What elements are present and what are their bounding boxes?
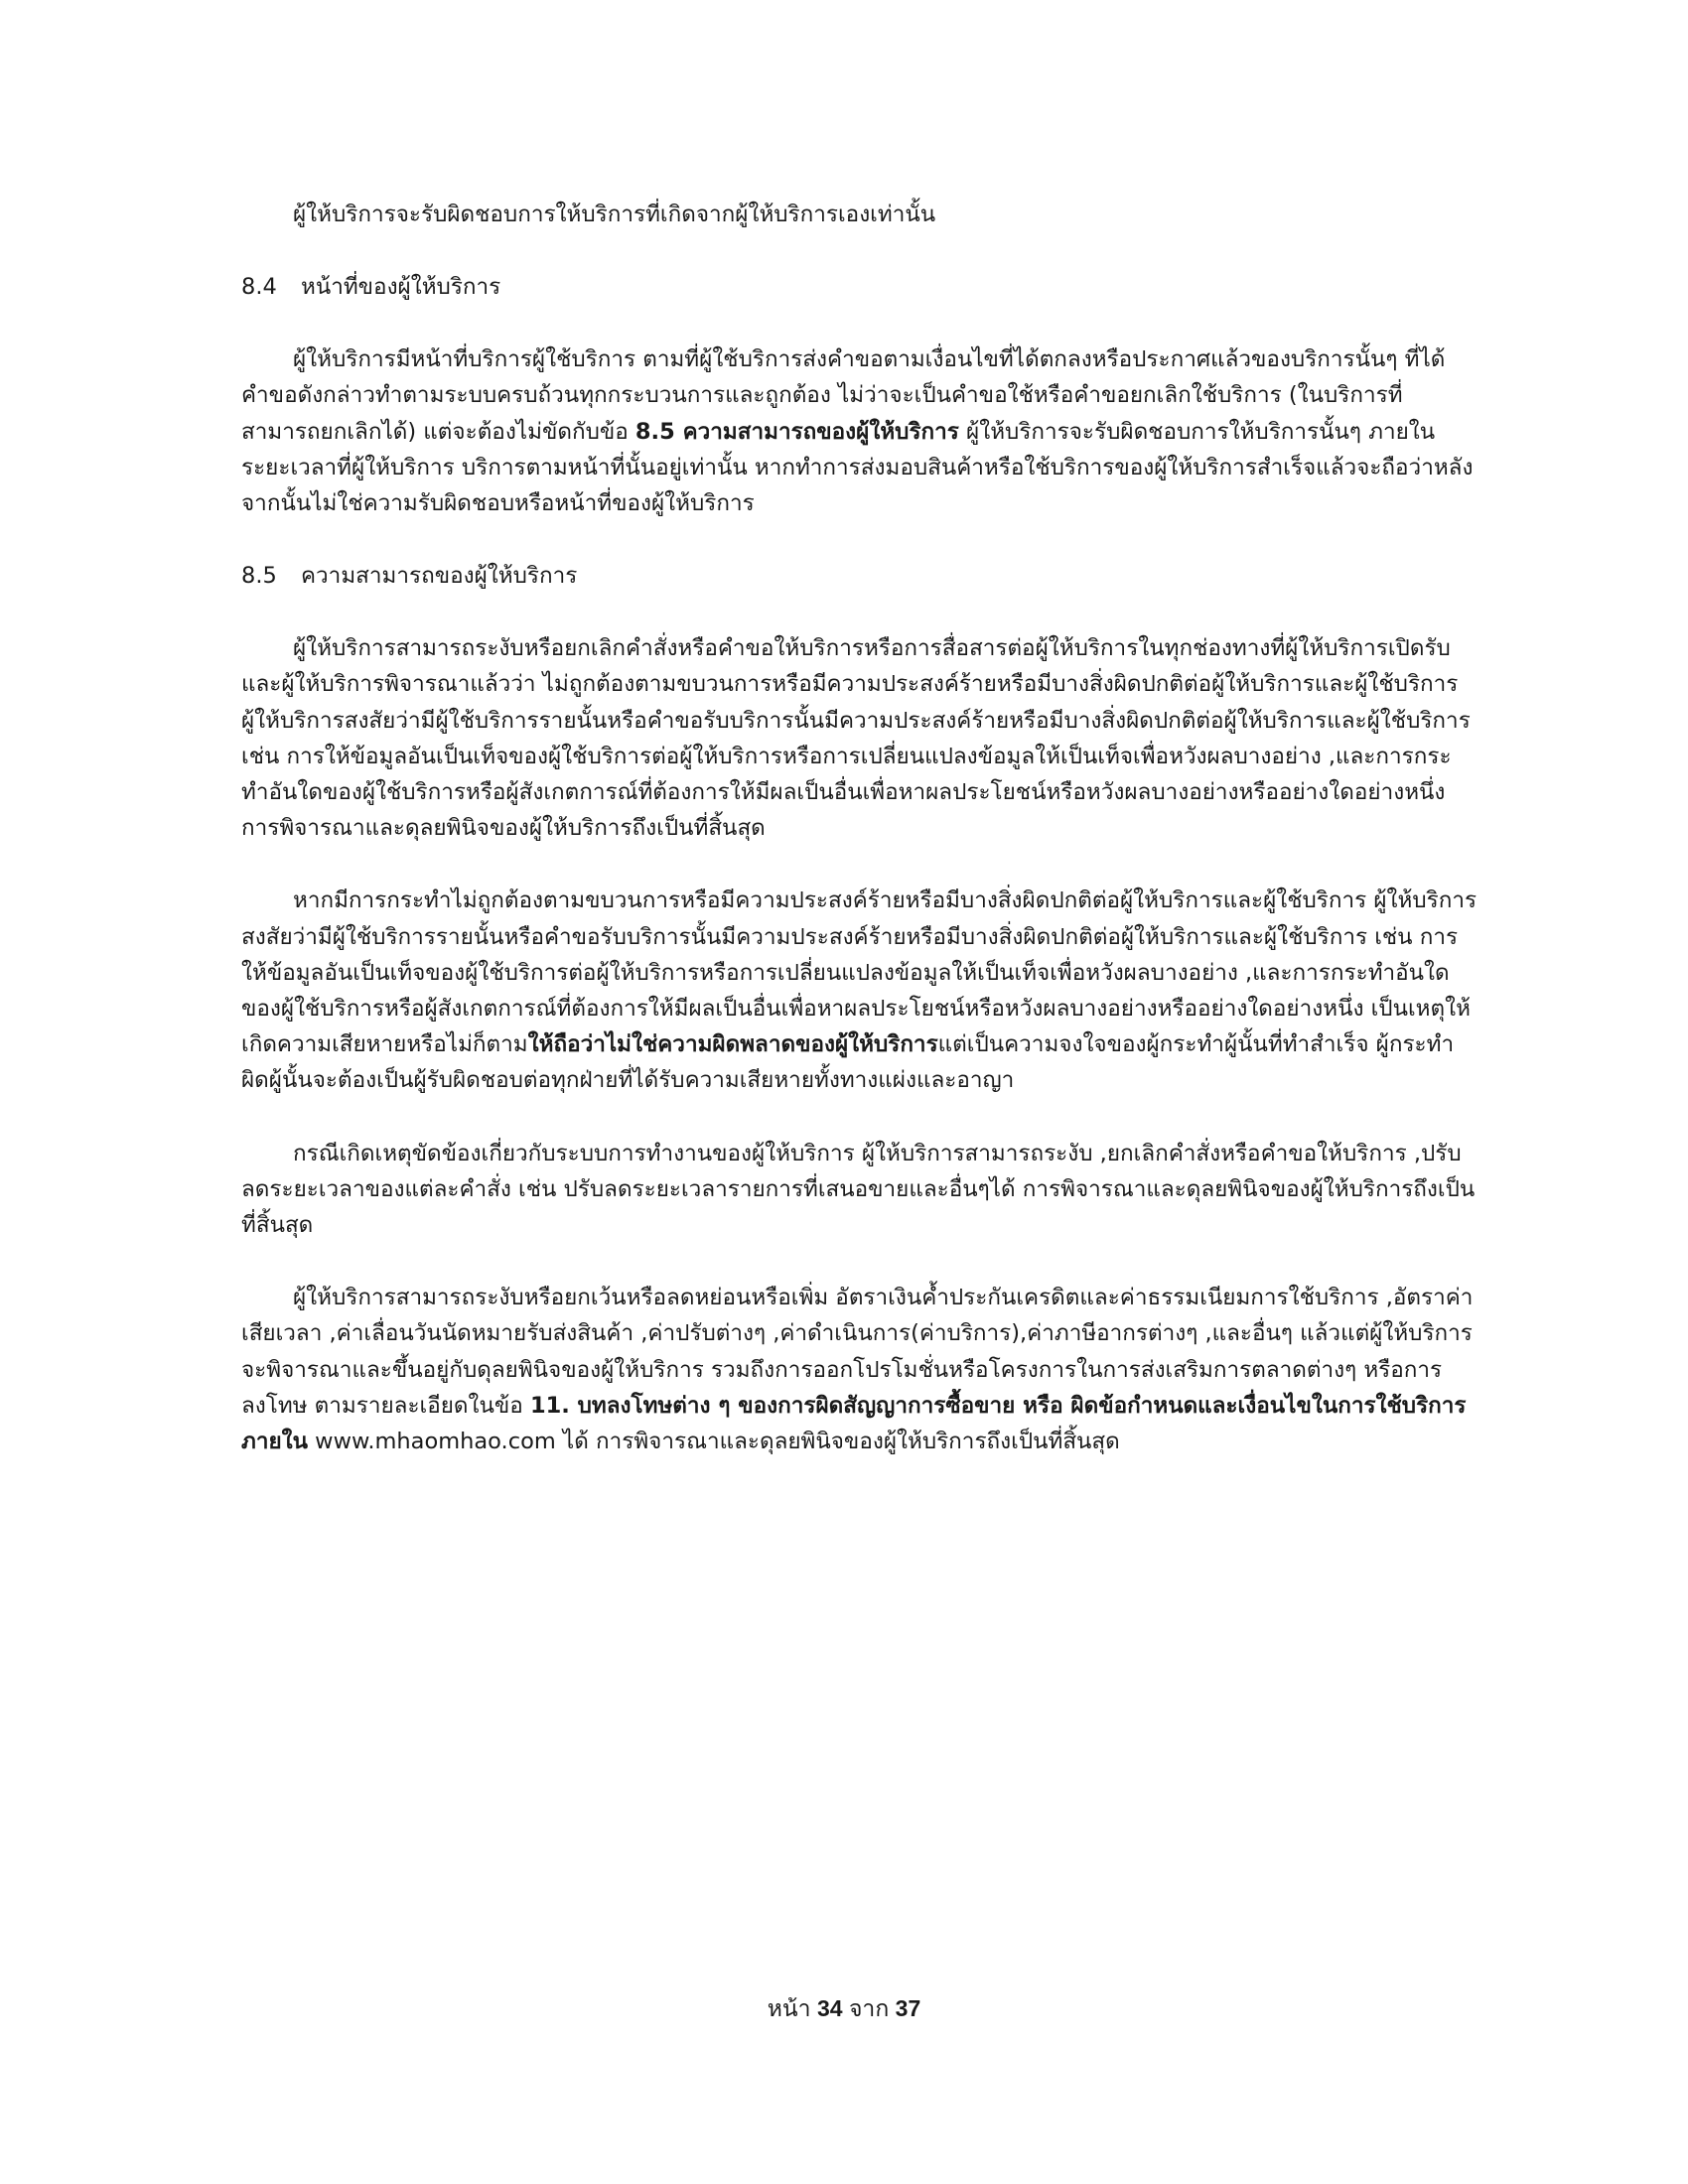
section-title: หน้าที่ของผู้ให้บริการ: [301, 274, 501, 301]
paragraph-misconduct: [241, 883, 1477, 1098]
section-heading-8-4: [241, 269, 1477, 305]
paragraph-suspend-orders: ผู้ให้บริการสามารถระงับหรือยกเลิกคำสั่งหรือคำขอให้บริการหรือการสื่อสารต่อผู้ให้บริการในทุกช่องทางที่ผู้ให้บริการเปิดรับและผู้ให้บริการพิจารณาแล้วว่า ไม่ถูกต้องตามขบวนการหรือมีความประสงค์ร้ายหรือมีบางสิ่งผิดปกติต่อผู้ให้บริการและผู้ใช้บริการ ผู้ให้บริการสงสัยว่ามีผู้ใช้บริการรายนั้นหรือคำขอรับบริการนั้นมีความประสงค์ร้ายหรือมีบางสิ่งผิดปกติต่อผู้ให้บริการและผู้ใช้บริการ เช่น การให้ข้อมูลอันเป็นเท็จของผู้ใช้บริการต่อผู้ให้บริการหรือการเปลี่ยนแปลงข้อมูลให้เป็นเท็จเพื่อหวังผลบางอย่าง ,และการกระทำอันใดของผู้ใช้บริการหรือผู้สังเกตการณ์ที่ต้องการให้มีผลเป็นอื่นเพื่อหาผลประโยชน์หรือหวังผลบางอย่างหรืออย่างใดอย่างหนึ่ง การพิจารณาและดุลยพินิจของผู้ให้บริการถึงเป็นที่สิ้นสุด: [241, 635, 1471, 842]
paragraph-system-failure: กรณีเกิดเหตุขัดข้องเกี่ยวกับระบบการทำงานของผู้ให้บริการ ผู้ให้บริการสามารถระงับ ,ยกเลิกคำสั่งหรือคำขอให้บริการ ,ปรับลดระยะเวลาของแต่ละคำสั่ง เช่น ปรับลดระยะเวลารายการที่เสนอขายและอื่นๆได้ การพิจารณาและดุลยพินิจของผู้ให้บริการถึงเป็นที่สิ้นสุด: [241, 1140, 1476, 1239]
section-heading-8-5: [241, 558, 1477, 594]
current-page-number: 34: [816, 1995, 843, 2021]
paragraph-text: ผู้ให้บริการจะรับผิดชอบการให้บริการนั้นๆ ภายในระยะเวลาที่ผู้ให้บริการ บริการตามหน้าที่นั้นอยู่เท่านั้น หากทำการส่งมอบสินค้าหรือใช้บริการของผู้ให้บริการสำเร็จแล้วจะถือว่าหลังจากนั้นไม่ใช่ความรับผิดชอบหรือหน้าที่ของผู้ให้บริการ: [241, 418, 1474, 517]
section-number: 8.5: [241, 563, 277, 590]
cross-reference: 8.5 ความสามารถของผู้ให้บริการ: [634, 418, 959, 445]
section-number: 8.4: [241, 274, 277, 301]
of-label: จาก: [848, 1995, 890, 2021]
paragraph-text: ผู้ให้บริการสามารถระงับหรือยกเว้นหรือลดหย่อนหรือเพิ่ม อัตราเงินค้ำประกันเครดิตและค่าธรรมเนียมการใช้บริการ ,อัตราค่าเสียเวลา ,ค่าเลื่อนวันนัดหมายรับส่งสินค้า ,ค่าปรับต่างๆ ,ค่าดำเนินการ(ค่าบริการ),ค่าภาษีอากรต่างๆ ,และอื่นๆ แล้วแต่ผู้ให้บริการจะพิจารณาและขึ้นอยู่กับดุลยพินิจของผู้ให้บริการ รวมถึงการออกโปรโมชั่นหรือโครงการในการส่งเสริมการตลาดต่างๆ หรือการลงโทษ ตามรายละเอียดในข้อ: [241, 1285, 1474, 1419]
paragraph-text: ได้ การพิจารณาและดุลยพินิจของผู้ให้บริการถึงเป็นที่สิ้นสุด: [555, 1429, 1120, 1455]
page-label: หน้า: [767, 1995, 811, 2021]
website-link[interactable]: www.mhaomhao.com: [308, 1429, 556, 1455]
page-footer: [0, 1993, 1688, 2023]
penalty-reference: 11. บทลงโทษต่าง ๆ ของการผิดสัญญาการซื้อขาย หรือ ผิดข้อกำหนดและเงื่อนไขในการใช้บริการ ภายใน: [241, 1392, 1467, 1455]
page-content: [241, 197, 1477, 1459]
paragraph-text: หากมีการกระทำไม่ถูกต้องตามขบวนการหรือมีความประสงค์ร้ายหรือมีบางสิ่งผิดปกติต่อผู้ให้บริการและผู้ใช้บริการ ผู้ให้บริการสงสัยว่ามีผู้ใช้บริการรายนั้นหรือคำขอรับบริการนั้นมีความประสงค์ร้ายหรือมีบางสิ่งผิดปกติต่อผู้ให้บริการและผู้ใช้บริการ เช่น การให้ข้อมูลอันเป็นเท็จของผู้ใช้บริการต่อผู้ให้บริการหรือการเปลี่ยนแปลงข้อมูลให้เป็นเท็จเพื่อหวังผลบางอย่าง ,และการกระทำอันใดของผู้ใช้บริการหรือผู้สังเกตการณ์ที่ต้องการให้มีผลเป็นอื่นเพื่อหาผลประโยชน์หรือหวังผลบางอย่างหรืออย่างใดอย่างหนึ่ง เป็นเหตุให้เกิดความเสียหายหรือไม่ก็ตาม: [241, 887, 1477, 1058]
paragraph-responsibility: ผู้ให้บริการจะรับผิดชอบการให้บริการที่เกิดจากผู้ให้บริการเองเท่านั้น: [293, 202, 936, 227]
paragraph-fees: [241, 1280, 1477, 1459]
paragraph-text: ผู้ให้บริการมีหน้าที่บริการผู้ใช้บริการ ตามที่ผู้ใช้บริการส่งคำขอตามเงื่อนไขที่ได้ตกลงหรือประกาศแล้วของบริการนั้นๆ ที่ได้คำขอดังกล่าวทำตามระบบครบถ้วนทุกกระบวนการและถูกต้อง ไม่ว่าจะเป็นคำขอใช้หรือคำขอยกเลิกใช้บริการ (ในบริการที่สามารถยกเลิกได้) แต่จะต้องไม่ขัดกับข้อ: [241, 346, 1446, 445]
paragraph-text: แต่เป็นความจงใจของผู้กระทำผู้นั้นที่ทำสำเร็จ ผู้กระทำผิดผู้นั้นจะต้องเป็นผู้รับผิดชอบต่อทุกฝ่ายที่ได้รับความเสียหายทั้งทางแผ่งและอาญา: [241, 1031, 1455, 1094]
emphasis-text: ให้ถือว่าไม่ใช่ความผิดพลาดของผู้ให้บริการ: [527, 1031, 938, 1058]
section-title: ความสามารถของผู้ให้บริการ: [301, 563, 578, 590]
total-pages-number: 37: [895, 1995, 921, 2021]
paragraph-duties: [241, 341, 1477, 521]
